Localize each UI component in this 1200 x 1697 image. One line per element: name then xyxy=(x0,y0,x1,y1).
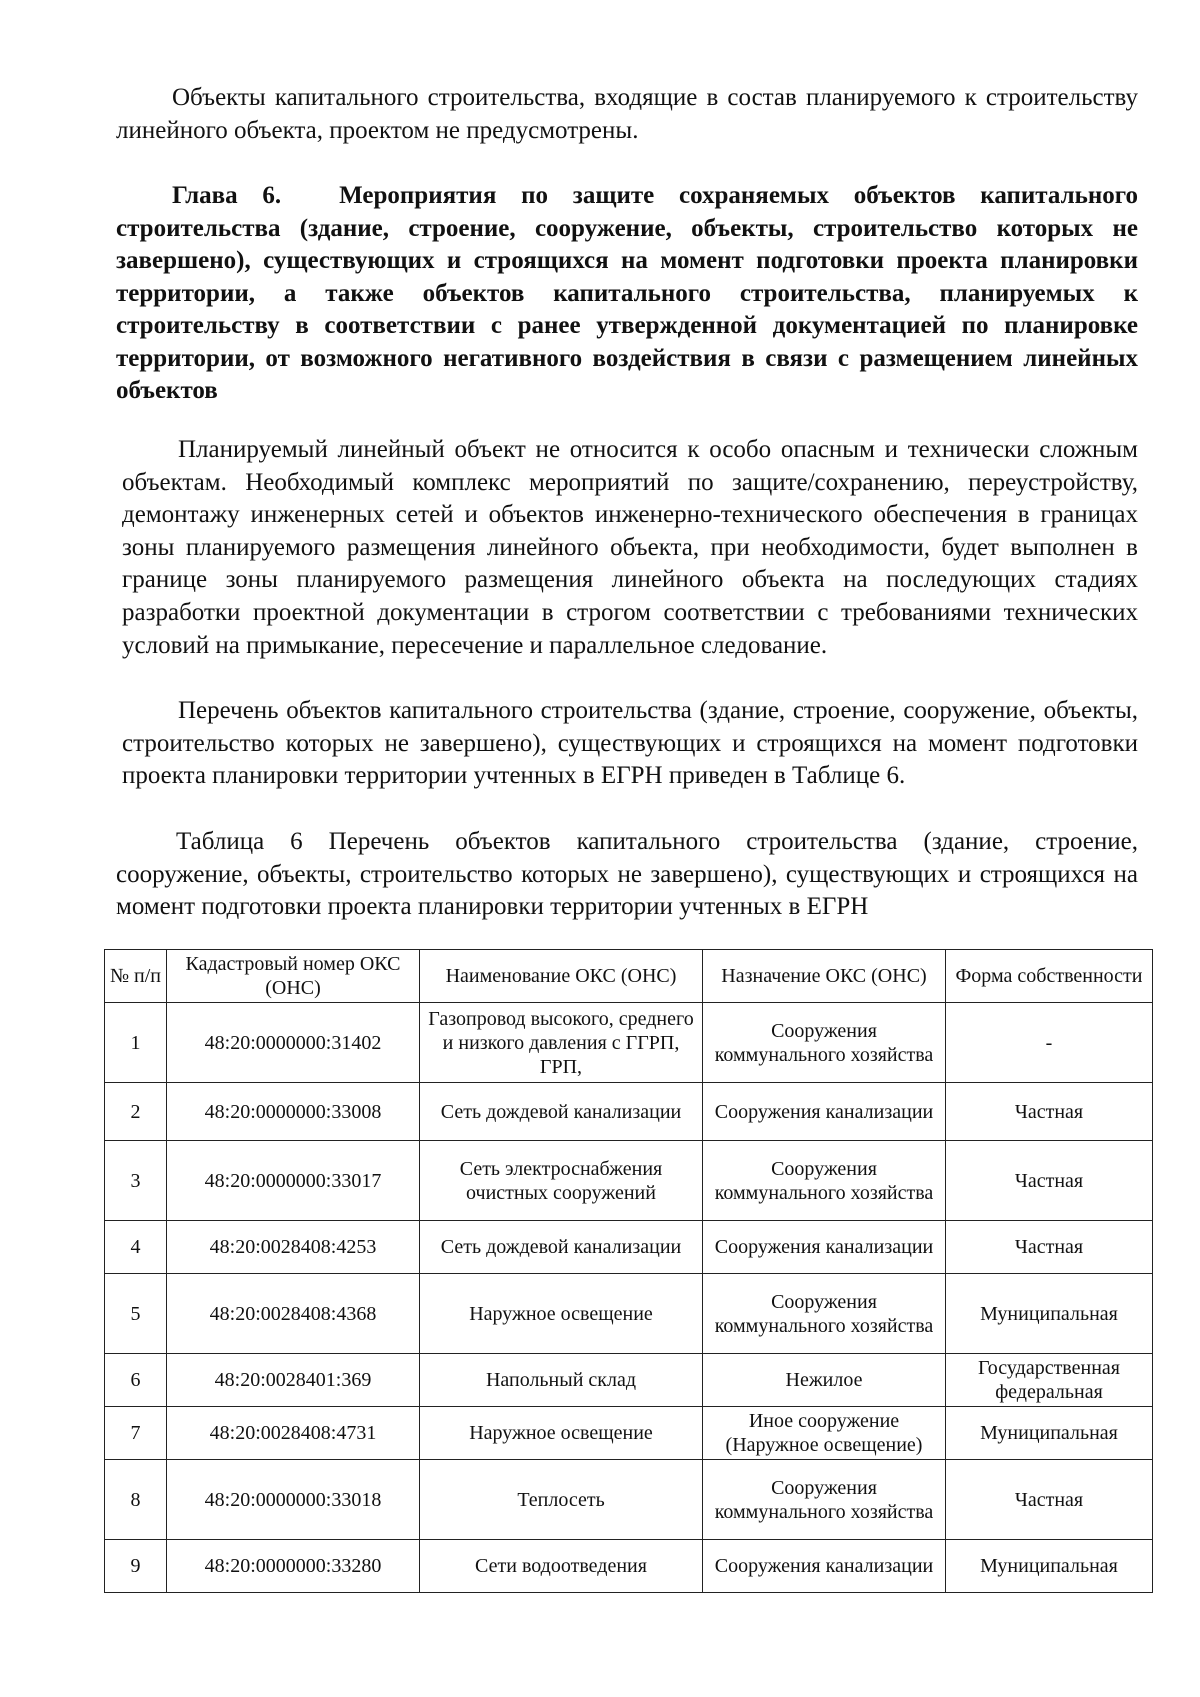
cell-cadastral: 48:20:0028401:369 xyxy=(167,1354,420,1407)
cell-cadastral: 48:20:0000000:33018 xyxy=(167,1460,420,1540)
cell-ownership: Частная xyxy=(946,1083,1153,1141)
cell-name: Сеть дождевой канализации xyxy=(420,1083,703,1141)
cell-purpose: Сооружения канализации xyxy=(703,1221,946,1274)
cell-ownership: Муниципальная xyxy=(946,1407,1153,1460)
chapter-heading xyxy=(116,180,1138,408)
cell-cadastral: 48:20:0028408:4253 xyxy=(167,1221,420,1274)
cell-purpose: Сооружения коммунального хозяйства xyxy=(703,1274,946,1354)
cell-name: Наружное освещение xyxy=(420,1407,703,1460)
chapter-title: Мероприятия по защите сохраняемых объектов капитального строительства (здание, строение, сооружение, объекты, строительство которых не завершено), существующих и строящихся на момент подготовки проекта планировки территории, а также объектов капитального строительства, планируемых к строительству в соответствии с ранее утвержденной документацией по планировке территории, от возможного негативного воздействия в связи с размещением линейных объектов xyxy=(116,182,1138,404)
cell-purpose: Сооружения коммунального хозяйства xyxy=(703,1460,946,1540)
header-name: Наименование ОКС (ОНС) xyxy=(420,950,703,1003)
chapter-number: Глава 6. xyxy=(172,182,282,209)
cell-purpose: Иное сооружение (Наружное освещение) xyxy=(703,1407,946,1460)
cell-purpose: Сооружения коммунального хозяйства xyxy=(703,1141,946,1221)
cell-number: 4 xyxy=(105,1221,167,1274)
intro-paragraph: Объекты капитального строительства, входящие в состав планируемого к строительству линейного объекта, проектом не предусмотрены. xyxy=(116,84,1138,144)
cell-ownership: Муниципальная xyxy=(946,1274,1153,1354)
cell-cadastral: 48:20:0000000:31402 xyxy=(167,1003,420,1083)
cell-number: 9 xyxy=(105,1540,167,1593)
header-ownership: Форма собственности xyxy=(946,950,1153,1003)
table-row xyxy=(105,1540,1153,1593)
cell-cadastral: 48:20:0000000:33017 xyxy=(167,1141,420,1221)
cell-number: 1 xyxy=(105,1003,167,1083)
cell-number: 5 xyxy=(105,1274,167,1354)
cell-number: 3 xyxy=(105,1141,167,1221)
cell-purpose: Сооружения канализации xyxy=(703,1540,946,1593)
cell-name: Сеть дождевой канализации xyxy=(420,1221,703,1274)
cell-ownership: Частная xyxy=(946,1221,1153,1274)
table-row xyxy=(105,1274,1153,1354)
table-header-row xyxy=(105,950,1153,1003)
cell-number: 7 xyxy=(105,1407,167,1460)
cell-cadastral: 48:20:0028408:4368 xyxy=(167,1274,420,1354)
cell-ownership: Частная xyxy=(946,1460,1153,1540)
list-reference-paragraph: Перечень объектов капитального строительства (здание, строение, сооружение, объекты, строительство которых не завершено), существующих и строящихся на момент подготовки проекта планировки территории учтенных в ЕГРН приведен в Таблице 6. xyxy=(122,697,1138,790)
cell-name: Сети водоотведения xyxy=(420,1540,703,1593)
measures-paragraph: Планируемый линейный объект не относится к особо опасным и технически сложным объектам. Необходимый комплекс мероприятий по защите/сохранению, переустройству, демонтажу инженерных сетей и объектов инженерно-технического обеспечения в границах зоны планируемого размещения линейного объекта, при необходимости, будет выполнен в границе зоны планируемого размещения линейного объекта на последующих стадиях разработки проектной документации в строгом соответствии с требованиями технических условий на примыкание, пересечение и параллельное следование. xyxy=(122,436,1138,659)
cell-cadastral: 48:20:0028408:4731 xyxy=(167,1407,420,1460)
cell-purpose: Нежилое xyxy=(703,1354,946,1407)
cell-name: Газопровод высокого, среднего и низкого давления с ГГРП, ГРП, xyxy=(420,1003,703,1083)
cell-number: 2 xyxy=(105,1083,167,1141)
cell-name: Теплосеть xyxy=(420,1460,703,1540)
cell-purpose: Сооружения коммунального хозяйства xyxy=(703,1003,946,1083)
objects-table xyxy=(104,949,1153,1593)
table-row xyxy=(105,1221,1153,1274)
table-caption: Таблица 6 Перечень объектов капитального строительства (здание, строение, сооружение, объекты, строительство которых не завершено), существующих и строящихся на момент подготовки проекта планировки территории учтенных в ЕГРН xyxy=(116,828,1138,921)
table-row xyxy=(105,1003,1153,1083)
cell-name: Наружное освещение xyxy=(420,1274,703,1354)
header-purpose: Назначение ОКС (ОНС) xyxy=(703,950,946,1003)
header-number: № п/п xyxy=(105,950,167,1003)
cell-ownership: Государственная федеральная xyxy=(946,1354,1153,1407)
table-row xyxy=(105,1354,1153,1407)
cell-cadastral: 48:20:0000000:33008 xyxy=(167,1083,420,1141)
cell-cadastral: 48:20:0000000:33280 xyxy=(167,1540,420,1593)
cell-number: 6 xyxy=(105,1354,167,1407)
cell-ownership: Частная xyxy=(946,1141,1153,1221)
cell-name: Напольный склад xyxy=(420,1354,703,1407)
cell-ownership: Муниципальная xyxy=(946,1540,1153,1593)
cell-number: 8 xyxy=(105,1460,167,1540)
table-row xyxy=(105,1141,1153,1221)
cell-purpose: Сооружения канализации xyxy=(703,1083,946,1141)
cell-ownership: - xyxy=(946,1003,1153,1083)
cell-name: Сеть электроснабжения очистных сооружений xyxy=(420,1141,703,1221)
table-row xyxy=(105,1460,1153,1540)
header-cadastral: Кадастровый номер ОКС (ОНС) xyxy=(167,950,420,1003)
table-row xyxy=(105,1083,1153,1141)
table-row xyxy=(105,1407,1153,1460)
